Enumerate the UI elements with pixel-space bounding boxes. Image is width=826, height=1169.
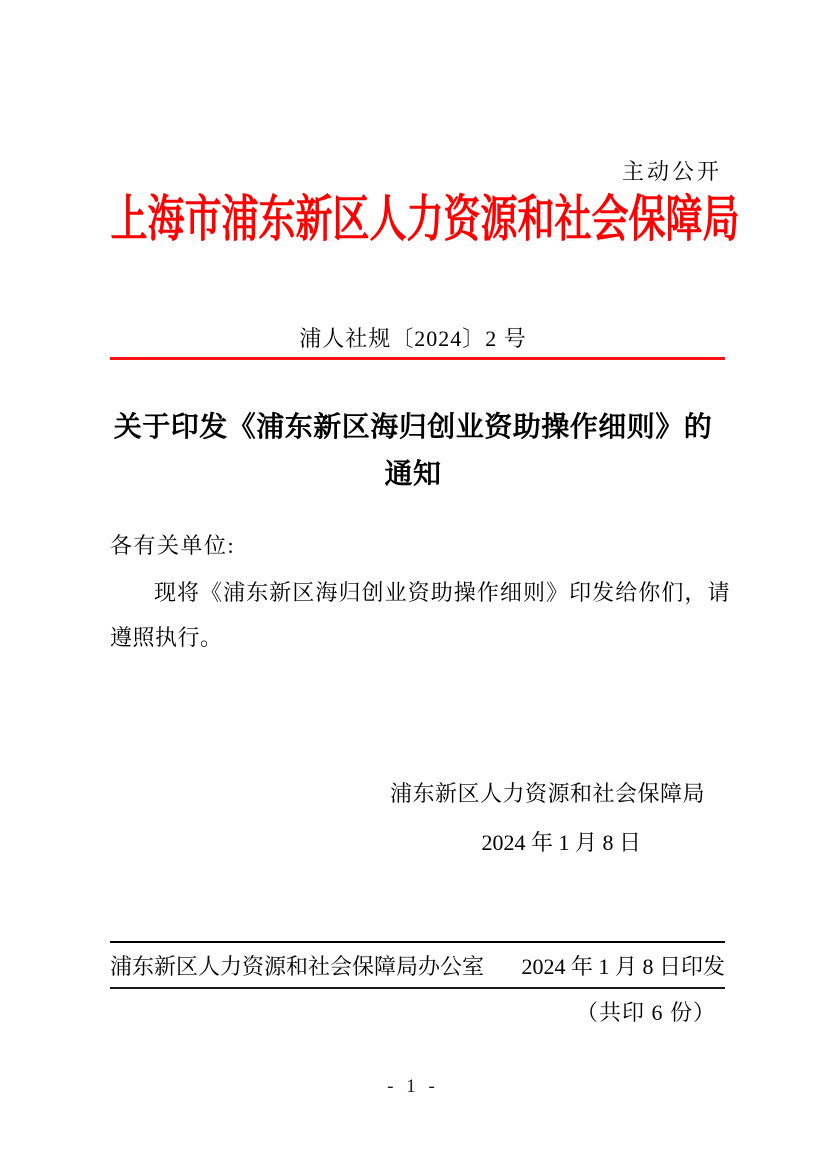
colophon [110,941,725,989]
issuer-header: 上海市浦东新区人力资源和社会保障局 [110,191,740,247]
colophon-print-date: 2024 年 1 月 8 日印发 [521,953,725,979]
body-paragraph: 现将《浦东新区海归创业资助操作细则》印发给你们，请遵照执行。 [110,580,730,650]
disclosure-label: 主动公开 [621,159,722,184]
document-title [103,404,723,498]
document-title-line2: 通知 [384,459,442,490]
salutation: 各有关单位: [110,533,236,558]
doc-number: 浦人社规〔2024〕2 号 [299,326,527,351]
page-number: - 1 - [387,1076,439,1097]
colophon-office: 浦东新区人力资源和社会保障局办公室 [110,953,485,979]
signature-date: 2024 年 1 月 8 日 [481,830,641,855]
red-separator-rule [110,357,725,360]
issuer-header-row [0,193,826,245]
copies-count: （共印 6 份） [575,1000,716,1025]
signature-org: 浦东新区人力资源和社会保障局 [389,781,705,806]
document-title-line1: 关于印发《浦东新区海归创业资助操作细则》的 [113,412,713,443]
